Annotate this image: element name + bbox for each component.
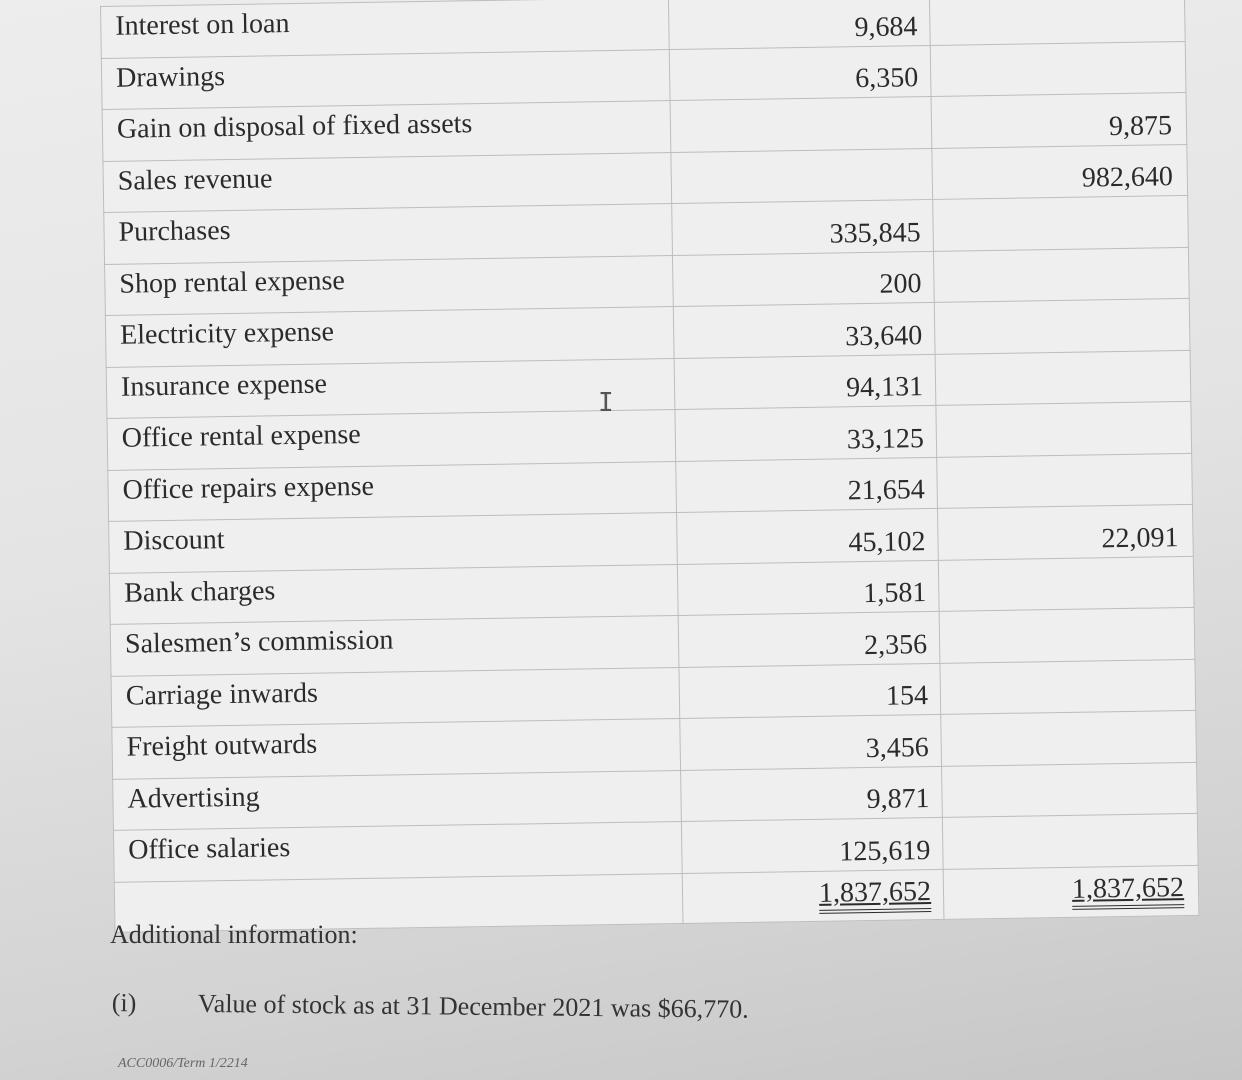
credit-amount <box>933 195 1189 250</box>
debit-amount <box>670 96 932 152</box>
credit-amount: 9,875 <box>931 92 1187 147</box>
credit-amount <box>942 813 1198 868</box>
account-name: Insurance expense <box>106 358 675 418</box>
credit-amount: 22,091 <box>937 504 1193 559</box>
account-name: Shop rental expense <box>105 255 674 315</box>
text-cursor-icon: I <box>598 388 614 418</box>
account-name: Salesmen’s commission <box>110 615 679 675</box>
credit-amount <box>934 298 1190 353</box>
credit-amount <box>937 453 1193 508</box>
additional-info-heading: Additional information: <box>110 920 358 949</box>
account-name: Electricity expense <box>105 307 674 367</box>
trial-balance-table <box>100 0 1199 932</box>
note-item <box>112 988 749 1025</box>
credit-amount <box>940 659 1196 714</box>
credit-amount <box>933 247 1189 302</box>
debit-amount: 6,350 <box>669 45 931 101</box>
debit-amount: 94,131 <box>674 354 936 410</box>
debit-amount: 200 <box>672 251 934 307</box>
note-text: Value of stock as at 31 December 2021 was $66,770. <box>197 988 749 1024</box>
debit-amount: 9,871 <box>681 766 943 822</box>
debit-amount: 154 <box>679 663 941 719</box>
footer-code: ACC0006/Term 1/2214 <box>118 1056 248 1071</box>
credit-amount <box>936 401 1192 456</box>
note-marker: (i) <box>111 988 137 1018</box>
credit-amount <box>941 710 1197 765</box>
account-name: Interest on loan <box>101 0 670 58</box>
trial-balance-table-wrapper <box>100 0 1185 932</box>
credit-amount <box>930 41 1186 96</box>
debit-total: 1,837,652 <box>819 877 932 914</box>
account-name: Bank charges <box>109 564 678 624</box>
debit-amount: 335,845 <box>672 199 934 255</box>
debit-amount: 9,684 <box>668 0 930 49</box>
debit-amount: 45,102 <box>677 508 939 564</box>
debit-amount: 33,125 <box>675 405 937 461</box>
account-name: Sales revenue <box>103 152 672 212</box>
account-name: Office repairs expense <box>108 461 677 521</box>
debit-amount: 125,619 <box>681 817 943 873</box>
account-name: Drawings <box>101 49 670 109</box>
credit-amount <box>929 0 1185 45</box>
credit-amount: 982,640 <box>932 144 1188 199</box>
credit-total: 1,837,652 <box>1072 873 1185 910</box>
debit-amount <box>671 148 933 204</box>
debit-total-cell <box>682 869 944 923</box>
credit-amount <box>935 350 1191 405</box>
account-name: Office rental expense <box>107 410 676 470</box>
credit-amount <box>942 762 1198 817</box>
credit-amount <box>939 607 1195 662</box>
debit-amount: 21,654 <box>676 457 938 513</box>
credit-amount <box>938 556 1194 611</box>
account-name: Carriage inwards <box>111 667 680 727</box>
account-name: Freight outwards <box>112 718 681 778</box>
account-name: Office salaries <box>113 821 682 881</box>
credit-total-cell <box>943 865 1199 919</box>
debit-amount: 2,356 <box>678 611 940 667</box>
debit-amount: 1,581 <box>677 560 939 616</box>
debit-amount: 3,456 <box>680 714 942 770</box>
account-name: Advertising <box>113 770 682 830</box>
account-name: Gain on disposal of fixed assets <box>102 101 671 161</box>
account-name: Discount <box>109 513 678 573</box>
debit-amount: 33,640 <box>673 302 935 358</box>
account-name: Purchases <box>104 204 673 264</box>
